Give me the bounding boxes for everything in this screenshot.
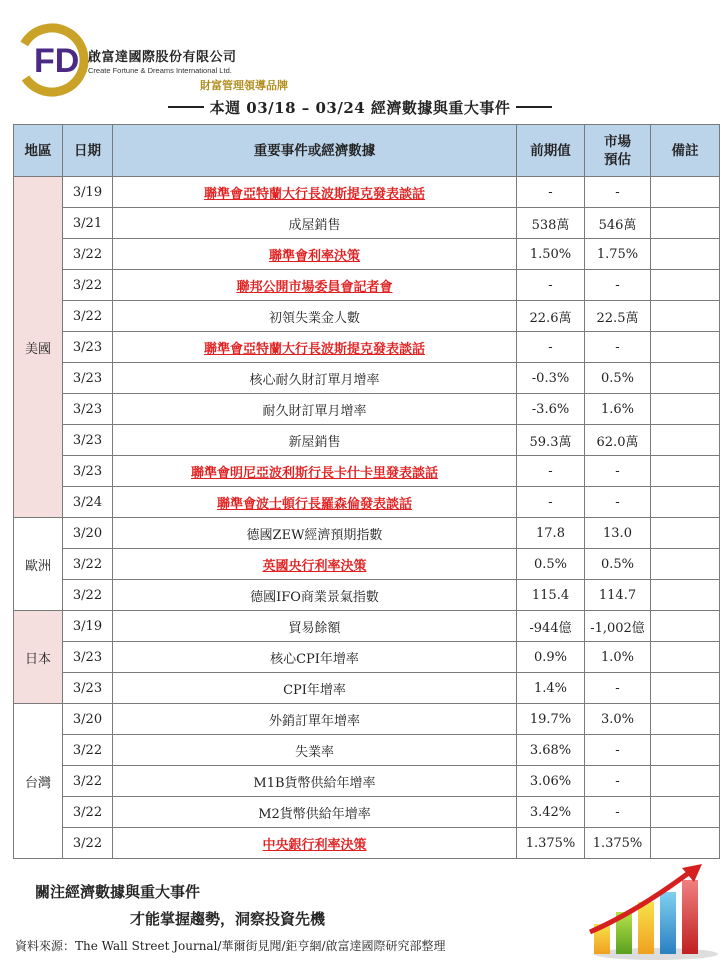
- previous-value-cell: -0.3%: [517, 363, 585, 394]
- event-cell: 聯準會波士頓行長羅森倫發表談話: [113, 487, 517, 518]
- date-cell: 3/24: [63, 487, 113, 518]
- date-cell: 3/23: [63, 394, 113, 425]
- table-row: [14, 735, 720, 766]
- table-row: [14, 301, 720, 332]
- company-logo: [12, 20, 302, 100]
- forecast-value-cell: -: [585, 177, 651, 208]
- table-row: [14, 549, 720, 580]
- date-cell: 3/19: [63, 611, 113, 642]
- notes-cell: [651, 456, 720, 487]
- event-cell: 新屋銷售: [113, 425, 517, 456]
- table-row: [14, 673, 720, 704]
- header-event: 重要事件或經濟數據: [113, 125, 517, 177]
- date-cell: 3/23: [63, 425, 113, 456]
- forecast-value-cell: -: [585, 766, 651, 797]
- event-cell: M1B貨幣供給年增率: [113, 766, 517, 797]
- previous-value-cell: 1.4%: [517, 673, 585, 704]
- forecast-value-cell: 3.0%: [585, 704, 651, 735]
- event-cell: 聯準會明尼亞波利斯行長卡什卡里發表談話: [113, 456, 517, 487]
- previous-value-cell: -944億: [517, 611, 585, 642]
- event-cell: 聯準會亞特蘭大行長波斯提克發表談話: [113, 177, 517, 208]
- header-forecast: [585, 125, 651, 177]
- notes-cell: [651, 549, 720, 580]
- date-cell: 3/22: [63, 580, 113, 611]
- previous-value-cell: -: [517, 332, 585, 363]
- previous-value-cell: 17.8: [517, 518, 585, 549]
- previous-value-cell: 0.9%: [517, 642, 585, 673]
- forecast-value-cell: 546萬: [585, 208, 651, 239]
- event-cell: 聯準會亞特蘭大行長波斯提克發表談話: [113, 332, 517, 363]
- region-cell: 美國: [14, 177, 63, 518]
- event-cell: 成屋銷售: [113, 208, 517, 239]
- forecast-value-cell: 1.375%: [585, 828, 651, 859]
- data-source-note: 資料來源：The Wall Street Journal/華爾街見聞/鉅亨網/啟富達國際研究部整理: [15, 939, 446, 953]
- event-cell: 失業率: [113, 735, 517, 766]
- table-row: [14, 487, 720, 518]
- forecast-value-cell: 13.0: [585, 518, 651, 549]
- date-cell: 3/22: [63, 735, 113, 766]
- notes-cell: [651, 518, 720, 549]
- events-table: [13, 124, 720, 859]
- notes-cell: [651, 208, 720, 239]
- title-right-rule: [516, 106, 552, 108]
- forecast-value-cell: -: [585, 797, 651, 828]
- page-title-row: [0, 96, 720, 118]
- previous-value-cell: 1.375%: [517, 828, 585, 859]
- event-cell: 核心耐久財訂單月增率: [113, 363, 517, 394]
- header-notes: 備註: [651, 125, 720, 177]
- event-cell: CPI年增率: [113, 673, 517, 704]
- header-forecast-line1: 市場: [604, 133, 631, 150]
- table-row: [14, 642, 720, 673]
- notes-cell: [651, 673, 720, 704]
- page-title: 本週 03/18 – 03/24 經濟數據與重大事件: [209, 98, 511, 117]
- event-cell: 核心CPI年增率: [113, 642, 517, 673]
- date-cell: 3/22: [63, 766, 113, 797]
- forecast-value-cell: 0.5%: [585, 363, 651, 394]
- region-cell: 日本: [14, 611, 63, 704]
- notes-cell: [651, 425, 720, 456]
- previous-value-cell: -: [517, 177, 585, 208]
- date-cell: 3/22: [63, 828, 113, 859]
- logo-letters: FD: [34, 42, 80, 80]
- table-row: [14, 363, 720, 394]
- forecast-value-cell: -1,002億: [585, 611, 651, 642]
- previous-value-cell: -: [517, 456, 585, 487]
- previous-value-cell: 3.06%: [517, 766, 585, 797]
- previous-value-cell: 59.3萬: [517, 425, 585, 456]
- table-body: [14, 177, 720, 859]
- region-cell: 台灣: [14, 704, 63, 859]
- forecast-value-cell: -: [585, 673, 651, 704]
- forecast-value-cell: -: [585, 456, 651, 487]
- table-row: [14, 394, 720, 425]
- notes-cell: [651, 332, 720, 363]
- company-name-cn: 啟富達國際股份有限公司: [88, 50, 237, 65]
- header-region: 地區: [14, 125, 63, 177]
- event-cell: M2貨幣供給年增率: [113, 797, 517, 828]
- notes-cell: [651, 363, 720, 394]
- event-cell: 中央銀行利率決策: [113, 828, 517, 859]
- event-cell: 外銷訂單年增率: [113, 704, 517, 735]
- date-cell: 3/23: [63, 332, 113, 363]
- notes-cell: [651, 301, 720, 332]
- notes-cell: [651, 642, 720, 673]
- table-row: [14, 456, 720, 487]
- previous-value-cell: -: [517, 270, 585, 301]
- event-cell: 德國IFO商業景氣指數: [113, 580, 517, 611]
- table-row: [14, 239, 720, 270]
- previous-value-cell: 115.4: [517, 580, 585, 611]
- notes-cell: [651, 239, 720, 270]
- date-cell: 3/22: [63, 239, 113, 270]
- forecast-value-cell: -: [585, 332, 651, 363]
- table-row: [14, 766, 720, 797]
- table-row: [14, 332, 720, 363]
- slogan-line-1: 關注經濟數據與重大事件: [35, 883, 201, 901]
- forecast-value-cell: 0.5%: [585, 549, 651, 580]
- previous-value-cell: -3.6%: [517, 394, 585, 425]
- table-row: [14, 518, 720, 549]
- notes-cell: [651, 611, 720, 642]
- date-cell: 3/22: [63, 797, 113, 828]
- fd-logo-icon: [12, 20, 92, 100]
- forecast-value-cell: 114.7: [585, 580, 651, 611]
- event-cell: 初領失業金人數: [113, 301, 517, 332]
- table-row: [14, 704, 720, 735]
- table-row: [14, 580, 720, 611]
- event-cell: 聯準會利率決策: [113, 239, 517, 270]
- company-name-en: Create Fortune & Dreams International Ltd.: [88, 66, 232, 75]
- table-row: [14, 208, 720, 239]
- table-row: [14, 270, 720, 301]
- event-cell: 貿易餘額: [113, 611, 517, 642]
- previous-value-cell: 19.7%: [517, 704, 585, 735]
- notes-cell: [651, 270, 720, 301]
- table-header-row: [14, 125, 720, 177]
- title-left-rule: [168, 106, 204, 108]
- previous-value-cell: 22.6萬: [517, 301, 585, 332]
- forecast-value-cell: -: [585, 735, 651, 766]
- previous-value-cell: 538萬: [517, 208, 585, 239]
- date-cell: 3/21: [63, 208, 113, 239]
- notes-cell: [651, 797, 720, 828]
- forecast-value-cell: 1.0%: [585, 642, 651, 673]
- notes-cell: [651, 828, 720, 859]
- date-cell: 3/19: [63, 177, 113, 208]
- date-cell: 3/23: [63, 456, 113, 487]
- previous-value-cell: -: [517, 487, 585, 518]
- event-cell: 英國央行利率決策: [113, 549, 517, 580]
- notes-cell: [651, 766, 720, 797]
- growth-bars-icon: [586, 862, 720, 960]
- date-cell: 3/22: [63, 549, 113, 580]
- notes-cell: [651, 394, 720, 425]
- table-row: [14, 611, 720, 642]
- previous-value-cell: 1.50%: [517, 239, 585, 270]
- table-row: [14, 177, 720, 208]
- previous-value-cell: 0.5%: [517, 549, 585, 580]
- table-row: [14, 797, 720, 828]
- header-forecast-line2: 預估: [604, 151, 631, 168]
- event-cell: 耐久財訂單月增率: [113, 394, 517, 425]
- date-cell: 3/22: [63, 270, 113, 301]
- notes-cell: [651, 487, 720, 518]
- date-cell: 3/22: [63, 301, 113, 332]
- slogan-line-2: 才能掌握趨勢，洞察投資先機: [130, 910, 326, 928]
- date-cell: 3/23: [63, 642, 113, 673]
- event-cell: 聯邦公開市場委員會記者會: [113, 270, 517, 301]
- date-cell: 3/20: [63, 704, 113, 735]
- company-tagline: 財富管理領導品牌: [200, 79, 288, 92]
- previous-value-cell: 3.42%: [517, 797, 585, 828]
- table-row: [14, 425, 720, 456]
- forecast-value-cell: -: [585, 487, 651, 518]
- date-cell: 3/23: [63, 673, 113, 704]
- header-previous: 前期值: [517, 125, 585, 177]
- previous-value-cell: 3.68%: [517, 735, 585, 766]
- notes-cell: [651, 735, 720, 766]
- header-date: 日期: [63, 125, 113, 177]
- date-cell: 3/23: [63, 363, 113, 394]
- forecast-value-cell: -: [585, 270, 651, 301]
- forecast-value-cell: 1.75%: [585, 239, 651, 270]
- forecast-value-cell: 22.5萬: [585, 301, 651, 332]
- region-cell: 歐洲: [14, 518, 63, 611]
- table-row: [14, 828, 720, 859]
- forecast-value-cell: 1.6%: [585, 394, 651, 425]
- notes-cell: [651, 177, 720, 208]
- event-cell: 德國ZEW經濟預期指數: [113, 518, 517, 549]
- forecast-value-cell: 62.0萬: [585, 425, 651, 456]
- notes-cell: [651, 704, 720, 735]
- notes-cell: [651, 580, 720, 611]
- date-cell: 3/20: [63, 518, 113, 549]
